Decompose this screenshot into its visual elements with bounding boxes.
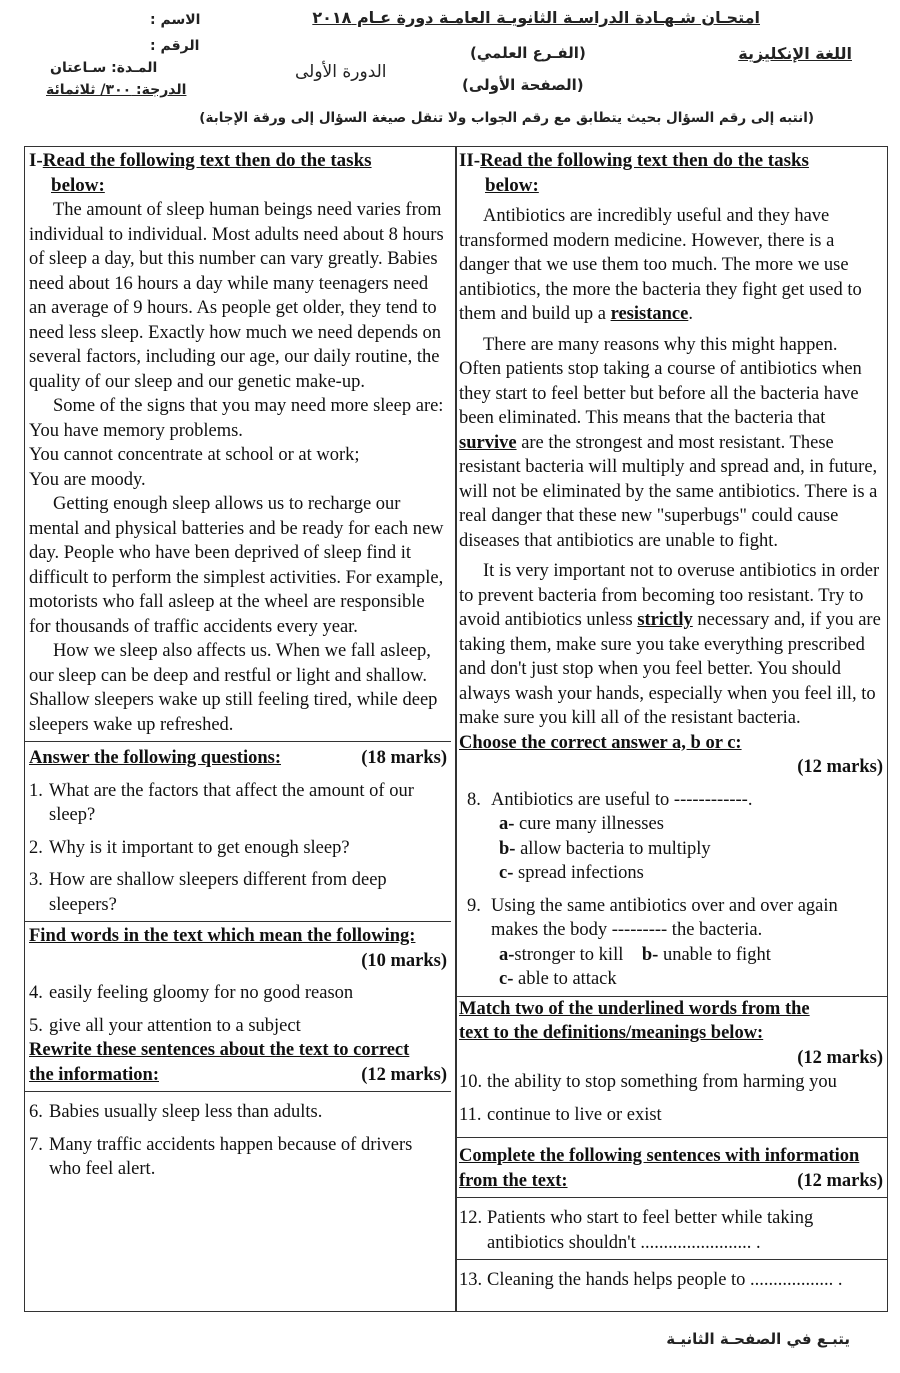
left-column [29, 147, 447, 1182]
task-heading: Rewrite these sentences about the text to correct the information: (12 marks) [29, 1040, 447, 1085]
question-11: 11. continue to live or exist [459, 1104, 662, 1125]
question-8: 8. Antibiotics are useful to ------------. [467, 789, 753, 810]
grade-label: الدرجة: ٣٠٠/ ثلاثمائة [46, 82, 187, 98]
exam-header [0, 0, 900, 140]
question-6: 6. Babies usually sleep less than adults. [29, 1102, 323, 1122]
duration-label: المـدة: سـاعتان [50, 60, 158, 76]
exam-title: امتحـان شـهـادة الدراسـة الثانويـة العامـة دورة عـام ٢٠١٨ [312, 8, 760, 27]
passage-2-paragraph-1: Antibiotics are incredibly useful and they have transformed modern medicine. However, there is a danger that we use them too much. The more we use antibiotics, the more the bacteria they fight get used to them and build up a resistance. [459, 206, 862, 324]
section-2-title: II-Read the following text then do the tasks below: [459, 150, 809, 196]
underlined-word-strictly: strictly [637, 610, 693, 630]
underlined-word-survive: survive [459, 432, 517, 453]
task-heading: Complete the following sentences with information from the text: (12 marks) [459, 1146, 883, 1191]
task-heading: Match two of the underlined words from the text to the definitions/meanings below: (12 marks) [459, 998, 883, 1068]
task-heading: Find words in the text which mean the following: (10 marks) [29, 926, 447, 971]
exam-sheet [24, 146, 888, 1312]
page-label: (الصفحة الأولى) [462, 76, 584, 94]
passage-1-paragraph-2: Some of the signs that you may need more sleep are: [53, 396, 444, 416]
question-10: 10. the ability to stop something from harming you [459, 1072, 837, 1092]
question-4: 4. easily feeling gloomy for no good reason [29, 983, 354, 1003]
divider-line [25, 921, 451, 922]
name-label: الاسم : [150, 12, 201, 28]
passage-1-paragraph-1: The amount of sleep human beings need varies from individual to individual. Most adults need about 8 hours of sleep a day, but this number can vary greatly. Babies need about 16 hours a day while many teenagers need an average of 9 hours. As people get older, they tend to need less sleep. Exactly how much we need depends on several factors, including our age, our daily routine, the quality of our sleep and our genetic make-up. [29, 200, 444, 392]
section-1-title: I-Read the following text then do the tasks below: [29, 150, 372, 196]
question-3: 3. How are shallow sleepers different from deep sleepers? [29, 870, 387, 915]
underlined-word-resistance: resistance [610, 304, 689, 324]
session-label: الدورة الأولى [295, 62, 387, 82]
option-c: c- spread infections [499, 863, 644, 883]
sign-item: You have memory problems. [29, 420, 243, 441]
question-7: 7. Many traffic accidents happen because of drivers who feel alert. [29, 1134, 413, 1179]
right-column [459, 147, 883, 1293]
divider-line [25, 741, 451, 742]
question-9: 9. Using the same antibiotics over and over again makes the body --------- the bacteria. [467, 895, 838, 940]
passage-2-paragraph-3: It is very important not to overuse antibiotics in order to prevent bacteria from becoming too resistant. Try to avoid antibiotics unless strictly necessary and, if you are taking them, make sure you take everything prescribed and don't just stop when you feel better. You should always wash your hands, especially when you feel ill, to make sure you kill all of the resistant bacteria. [459, 561, 881, 728]
question-12: 12. Patients who start to feel better while taking antibiotics shouldn't ........................ . [459, 1208, 814, 1253]
question-5: 5. give all your attention to a subject [29, 1015, 301, 1036]
passage-1-paragraph-3: Getting enough sleep allows us to recharge our mental and physical batteries and be ready for each new day. People who have been deprived of sleep find it difficult to perform the simplest activities. For example, motorists who fall asleep at the wheel are responsible for thousands of traffic accidents every year. [29, 494, 444, 637]
question-2: 2. Why is it important to get enough sleep? [29, 837, 350, 858]
option-a: a- cure many illnesses [499, 814, 664, 834]
instruction-text: (انتبه إلى رقم السؤال بحيث يتطابق مع رقم الجواب ولا تنقل صيغة السؤال إلى ورقة الإجابة) [199, 110, 814, 126]
subject-label: اللغة الإنكليزية [738, 44, 852, 63]
passage-1-paragraph-4: How we sleep also affects us. When we fall asleep, our sleep can be deep and restful or light and shallow. Shallow sleepers wake up still feeling tired, while deep sleepers wake up refreshed. [29, 641, 438, 735]
sign-item: You cannot concentrate at school or at work; [29, 445, 360, 465]
divider-line [455, 1259, 887, 1260]
number-label: الرقم : [150, 38, 200, 54]
task-heading: Answer the following questions: (18 marks) [29, 748, 447, 768]
option-b: b- allow bacteria to multiply [499, 838, 711, 859]
question-13: 13. Cleaning the hands helps people to .................. . [459, 1270, 843, 1290]
branch-label: (الفـرع العلمي) [470, 44, 586, 62]
question-1: 1. What are the factors that affect the amount of our sleep? [29, 780, 414, 825]
continue-note: يتبـع في الصفحـة الثانيـة [666, 1330, 850, 1348]
option-c: c- able to attack [499, 969, 617, 989]
divider-line [455, 1137, 887, 1138]
divider-line [455, 1197, 887, 1198]
task-heading: Choose the correct answer a, b or c: (12 marks) [459, 732, 883, 777]
passage-2-paragraph-2: There are many reasons why this might happen. Often patients stop taking a course of antibiotics when they start to feel better but before all the bacteria have been eliminated. This means that the bacteria that survive are the strongest and most resistant. These resistant bacteria will multiply and spread and, in future, will not be eliminated by the same antibiotics. There is a real danger that these new "superbugs" could cause diseases that antibiotics are unable to fight. [459, 334, 878, 551]
options-a-b: a-stronger to kill b- unable to fight [499, 944, 771, 965]
sign-item: You are moody. [29, 469, 146, 490]
divider-line [25, 1091, 451, 1092]
